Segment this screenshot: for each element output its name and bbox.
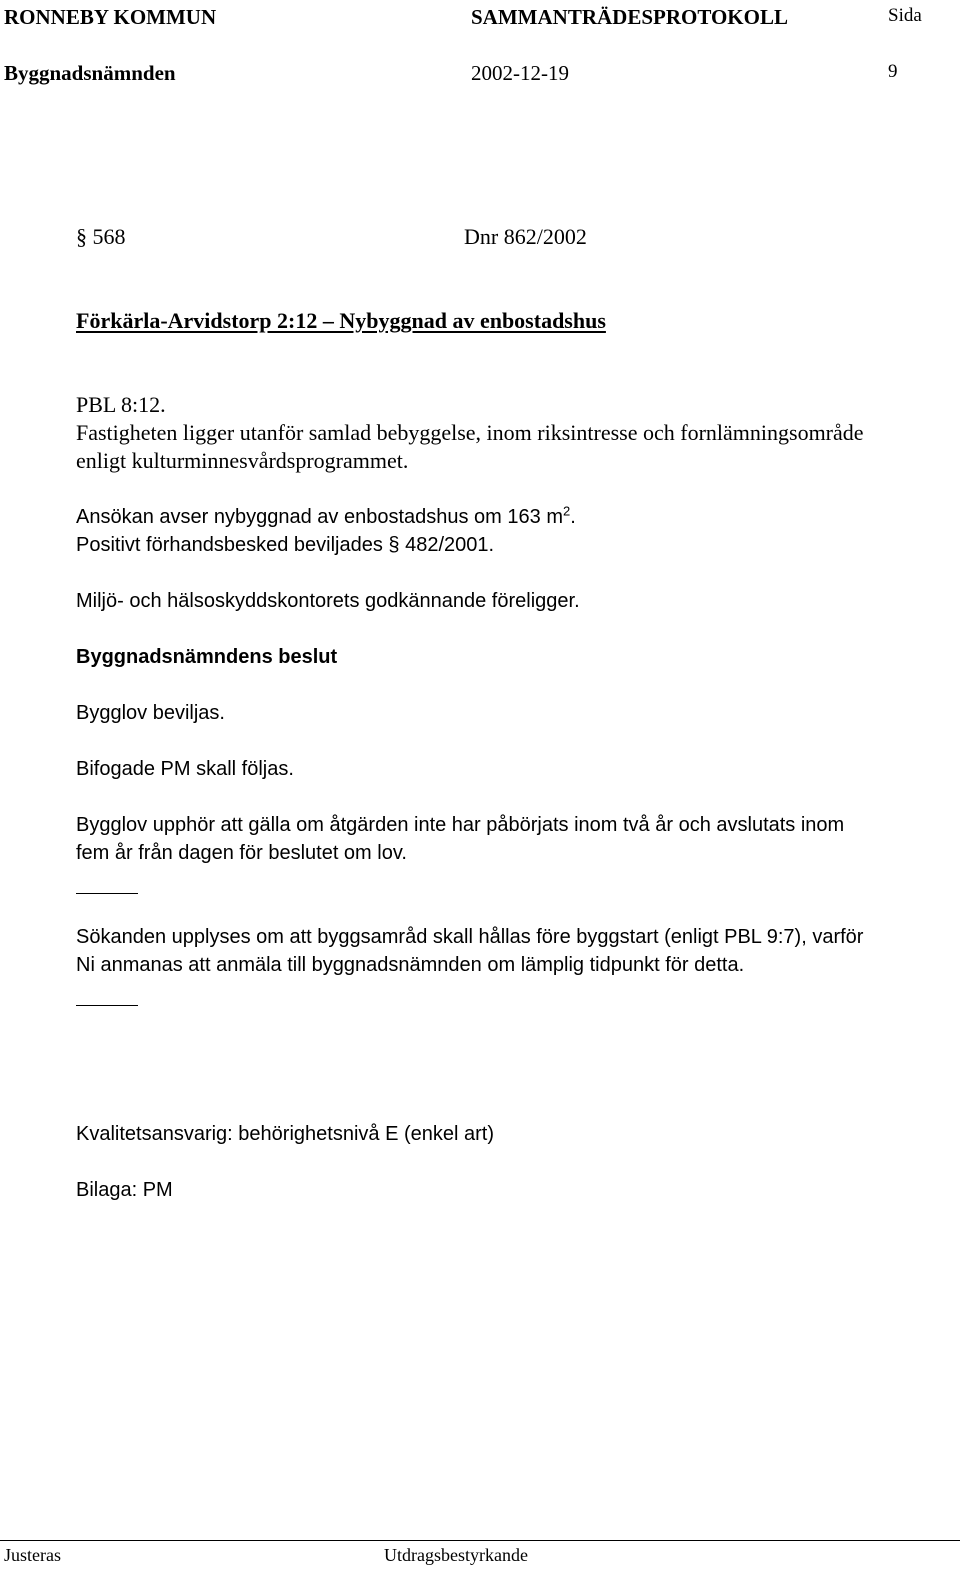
bifogade-pm: Bifogade PM skall följas. (76, 758, 294, 780)
case-section (76, 223, 126, 251)
miljo-line: Miljö- och hälsoskyddskontorets godkännande föreligger. (76, 590, 580, 612)
separator-2 (76, 1005, 138, 1006)
sokanden-line-1: Sökanden upplyses om att byggsamråd skall hållas före byggstart (enligt PBL 9:7), varför (76, 926, 864, 948)
upphor-line-2: fem år från dagen för beslutet om lov. (76, 842, 407, 864)
header-board: Byggnadsnämnden (4, 61, 176, 85)
positivt-line (76, 531, 494, 559)
fastighet-line-1: Fastigheten ligger utanför samlad bebyggelse, inom riksintresse och fornlämningsområde (76, 420, 864, 445)
fastighet-line-2: enligt kulturminnesvårdsprogrammet. (76, 448, 409, 473)
sokanden-line-2: Ni anmanas att anmäla till byggnadsnämnden om lämplig tidpunkt för detta. (76, 954, 745, 976)
footer-utdragsbestyrkande: Utdragsbestyrkande (384, 1545, 528, 1565)
ansokan-line (76, 503, 576, 531)
positivt-end: 482/2001. (405, 534, 495, 556)
header-page-number: 9 (888, 61, 898, 82)
header-municipality: RONNEBY KOMMUN (4, 5, 217, 29)
header-page-label: Sida (888, 5, 922, 26)
section-symbol: § (76, 224, 87, 249)
pbl-reference: PBL 8:12. (76, 392, 166, 417)
upphor-line-1: Bygglov upphör att gälla om åtgärden inte har påbörjats inom två år och avslutats inom (76, 814, 845, 836)
positivt-section-symbol: § (388, 534, 400, 556)
case-dnr: Dnr 862/2002 (464, 224, 587, 249)
case-title: Förkärla-Arvidstorp 2:12 – Nybyggnad av enbostadshus (76, 308, 606, 333)
bygglov-beviljas: Bygglov beviljas. (76, 702, 225, 724)
positivt-text: Positivt förhandsbesked beviljades (76, 534, 383, 556)
bilaga: Bilaga: PM (76, 1179, 173, 1201)
header-doc-type: SAMMANTRÄDESPROTOKOLL (471, 5, 788, 29)
footer-justeras: Justeras (4, 1545, 61, 1565)
kvalitetsansvarig: Kvalitetsansvarig: behörighetsnivå E (enkel art) (76, 1123, 494, 1145)
beslut-heading: Byggnadsnämndens beslut (76, 646, 338, 668)
separator-1 (76, 893, 138, 894)
header-date: 2002-12-19 (471, 61, 569, 85)
ansokan-superscript: 2 (562, 503, 571, 519)
ansokan-end: . (570, 506, 576, 528)
footer-rule (0, 1540, 960, 1541)
ansokan-text: Ansökan avser nybyggnad av enbostadshus om 163 m (76, 506, 563, 528)
section-number: 568 (92, 224, 126, 249)
